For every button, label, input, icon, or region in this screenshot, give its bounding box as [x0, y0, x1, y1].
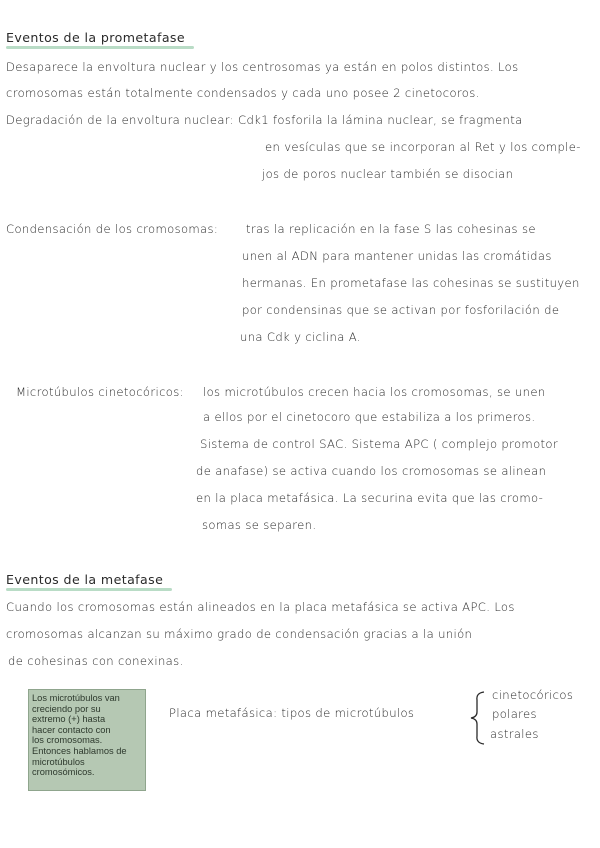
text-line: de cohesinas con conexinas. — [8, 654, 184, 668]
text-line: Desaparece la envoltura nuclear y los centrosomas ya están en polos distintos. Los — [6, 60, 519, 74]
text-line: Cuando los cromosomas están alineados en la placa metafásica se activa APC. Los — [6, 600, 515, 614]
microtubule-type: polares — [492, 707, 537, 721]
note-line: microtúbulos — [32, 756, 85, 767]
text-line: de anafase) se activa cuando los cromosomas se alinean — [196, 464, 547, 478]
heading-metafase: Eventos de la metafase — [6, 572, 164, 587]
text-line: Sistema de control SAC. Sistema APC ( complejo promotor — [200, 437, 558, 451]
note-line: extremo (+) hasta — [32, 714, 106, 725]
heading-underline — [6, 46, 194, 49]
label-placa-metafasica: Placa metafásica: tipos de microtúbulos — [169, 706, 415, 720]
note-line: cromosómicos. — [32, 767, 95, 778]
text-line: Degradación de la envoltura nuclear: Cdk1 fosforila la lámina nuclear, se fragmenta — [6, 113, 523, 127]
note-line: Entonces hablamos de — [32, 745, 127, 756]
microtubule-type: astrales — [490, 727, 539, 741]
text-line: jos de poros nuclear también se disocian — [262, 167, 514, 181]
heading-prometafase: Eventos de la prometafase — [6, 30, 186, 45]
text-line: hermanas. En prometafase las cohesinas se sustituyen — [242, 276, 580, 290]
text-line: en vesículas que se incorporan al Ret y los comple- — [265, 140, 581, 154]
text-line: tras la replicación en la fase S las cohesinas se — [246, 222, 536, 236]
text-line: somas se separen. — [202, 518, 317, 532]
label-condensacion: Condensación de los cromosomas: — [6, 222, 219, 236]
curly-brace-icon — [467, 690, 487, 746]
microtubule-type: cinetocóricos — [492, 688, 574, 702]
note-line: creciendo por su — [32, 703, 101, 714]
label-microtubulos: Microtúbulos cinetocóricos: — [16, 385, 184, 399]
text-line: cromosomas están totalmente condensados y cada uno posee 2 cinetocoros. — [6, 86, 480, 100]
text-line: a ellos por el cinetocoro que estabiliza a los primeros. — [203, 410, 536, 424]
sticky-note — [28, 689, 146, 791]
text-line: cromosomas alcanzan su máximo grado de condensación gracias a la unión — [6, 627, 473, 641]
note-line: los cromosomas. — [32, 735, 103, 746]
text-line: en la placa metafásica. La securina evita que las cromo- — [196, 491, 544, 505]
note-line: hacer contacto con — [32, 724, 111, 735]
note-line: Los microtúbulos van — [32, 693, 120, 703]
text-line: unen al ADN para mantener unidas las cromátidas — [242, 249, 552, 263]
text-line: una Cdk y ciclina A. — [240, 330, 361, 344]
text-line: por condensinas que se activan por fosforilación de — [242, 303, 560, 317]
heading-underline — [6, 588, 172, 591]
text-line: los microtúbulos crecen hacia los cromosomas, se unen — [203, 385, 546, 399]
